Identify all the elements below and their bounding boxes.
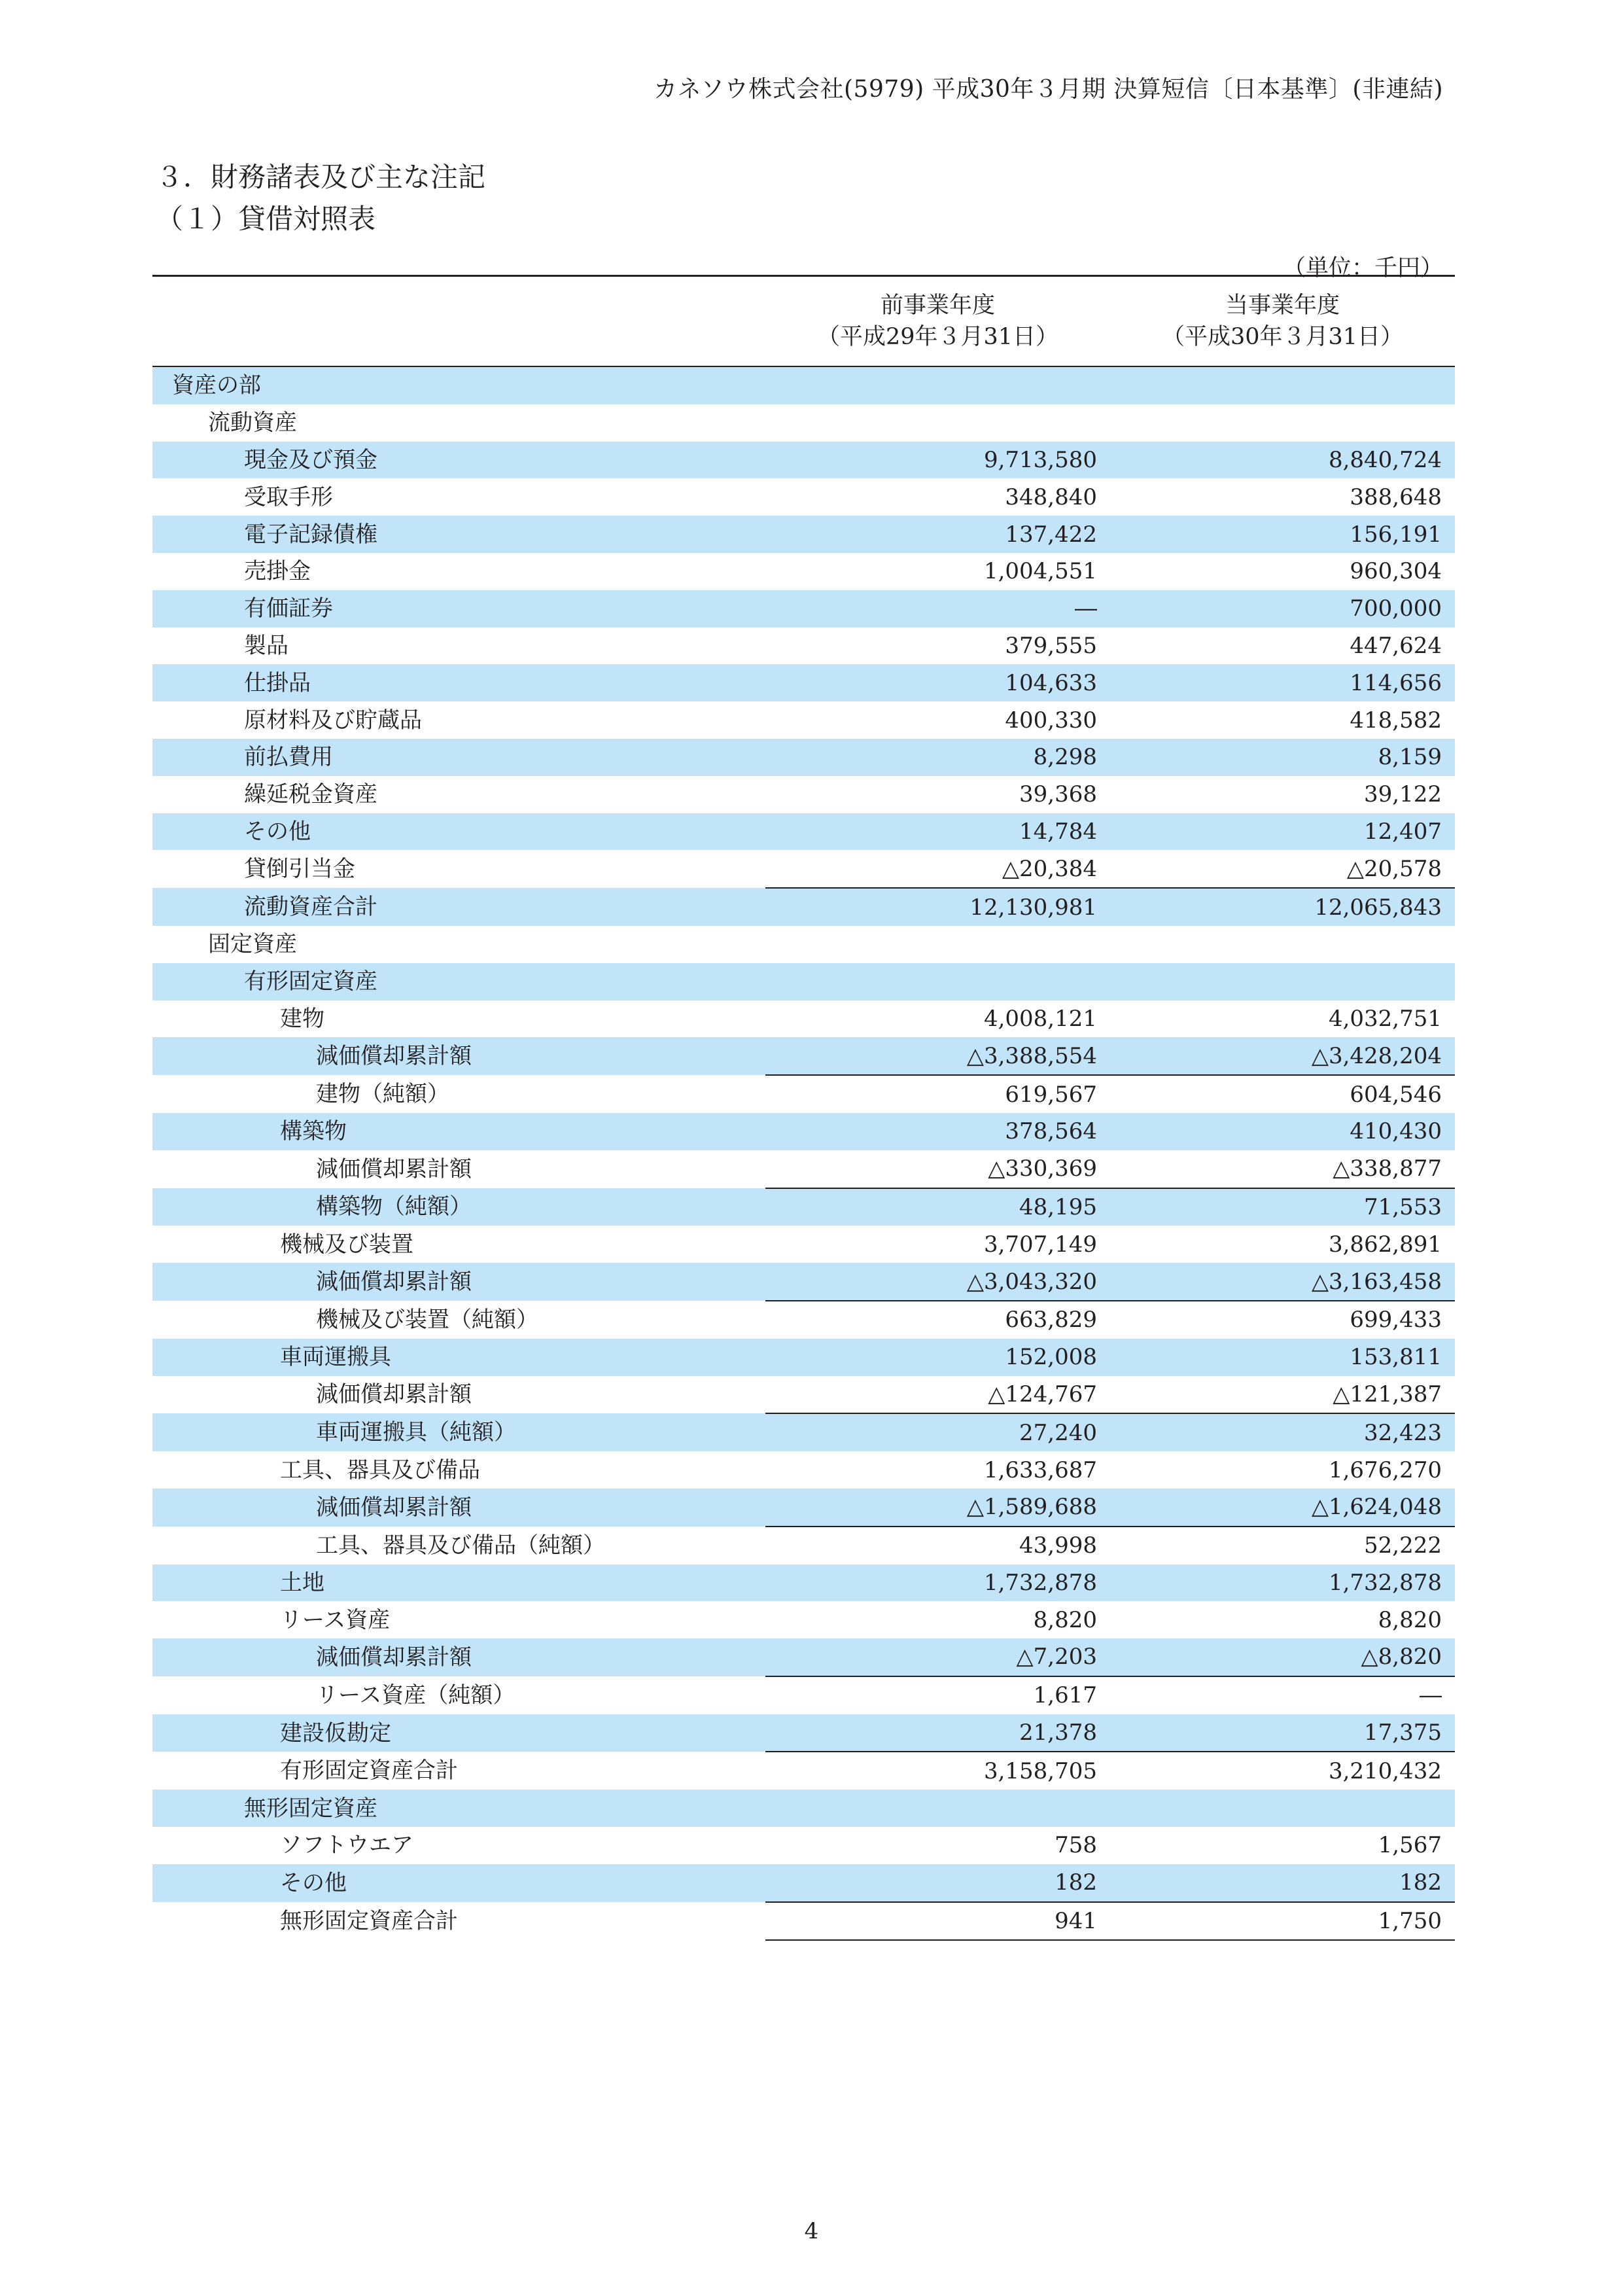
header-cur-date: （平成30年３月31日） <box>1161 324 1404 350</box>
row-prev-amount: 3,707,149 <box>765 1226 1110 1263</box>
row-label: 仕掛品 <box>152 664 765 701</box>
row-prev-amount: 8,820 <box>765 1601 1110 1638</box>
row-prev-amount <box>765 366 1110 404</box>
row-label: 流動資産合計 <box>152 888 765 926</box>
table-row <box>152 590 1455 627</box>
row-label: 機械及び装置 <box>152 1226 765 1263</box>
row-cur-amount: 8,840,724 <box>1110 442 1455 479</box>
row-prev-amount: 348,840 <box>765 478 1110 516</box>
table-row <box>152 516 1455 553</box>
row-cur-amount: △8,820 <box>1110 1638 1455 1676</box>
row-prev-amount: 8,298 <box>765 739 1110 776</box>
row-label: 減価償却累計額 <box>152 1150 765 1188</box>
row-prev-amount: 4,008,121 <box>765 1000 1110 1038</box>
row-prev-amount: 941 <box>765 1902 1110 1941</box>
row-cur-amount: 153,811 <box>1110 1339 1455 1376</box>
table-row <box>152 1339 1455 1376</box>
row-prev-amount: △124,767 <box>765 1376 1110 1414</box>
row-cur-amount: △3,428,204 <box>1110 1037 1455 1075</box>
row-cur-amount: 32,423 <box>1110 1413 1455 1451</box>
row-prev-amount <box>765 404 1110 442</box>
row-label: 流動資産 <box>152 404 765 442</box>
row-prev-amount: 378,564 <box>765 1113 1110 1150</box>
row-label: 減価償却累計額 <box>152 1638 765 1676</box>
table-row <box>152 1075 1455 1113</box>
row-prev-amount: △20,384 <box>765 850 1110 888</box>
row-cur-amount: 12,407 <box>1110 813 1455 851</box>
table-row <box>152 1037 1455 1075</box>
row-prev-amount: △7,203 <box>765 1638 1110 1676</box>
row-cur-amount: 1,567 <box>1110 1827 1455 1864</box>
table-row <box>152 776 1455 813</box>
row-label: 車両運搬具 <box>152 1339 765 1376</box>
table-row <box>152 1638 1455 1676</box>
row-prev-amount: 1,617 <box>765 1676 1110 1714</box>
row-cur-amount: 447,624 <box>1110 627 1455 665</box>
header-cur-title: 当事業年度 <box>1225 292 1340 319</box>
row-prev-amount: 39,368 <box>765 776 1110 813</box>
row-label: 車両運搬具（純額） <box>152 1413 765 1451</box>
row-cur-amount: 1,676,270 <box>1110 1451 1455 1489</box>
row-prev-amount: 182 <box>765 1864 1110 1902</box>
row-label: 構築物（純額） <box>152 1188 765 1226</box>
table-row <box>152 1714 1455 1752</box>
row-label: 資産の部 <box>152 366 765 404</box>
row-cur-amount: 1,732,878 <box>1110 1564 1455 1602</box>
row-prev-amount <box>765 1790 1110 1827</box>
row-cur-amount: 3,210,432 <box>1110 1752 1455 1790</box>
row-label: 固定資産 <box>152 926 765 963</box>
table-row <box>152 1113 1455 1150</box>
row-prev-amount: 758 <box>765 1827 1110 1864</box>
row-label: リース資産 <box>152 1601 765 1638</box>
row-label: その他 <box>152 813 765 851</box>
row-cur-amount <box>1110 963 1455 1000</box>
table-row <box>152 1000 1455 1038</box>
row-prev-amount <box>765 963 1110 1000</box>
row-cur-amount: 699,433 <box>1110 1301 1455 1339</box>
row-prev-amount: 137,422 <box>765 516 1110 553</box>
row-cur-amount: 4,032,751 <box>1110 1000 1455 1038</box>
row-cur-amount: 8,820 <box>1110 1601 1455 1638</box>
row-cur-amount: △338,877 <box>1110 1150 1455 1188</box>
row-cur-amount <box>1110 1790 1455 1827</box>
balance-sheet-body <box>152 366 1455 1940</box>
row-label: 受取手形 <box>152 478 765 516</box>
row-prev-amount: 14,784 <box>765 813 1110 851</box>
table-row <box>152 1451 1455 1489</box>
table-row <box>152 627 1455 665</box>
row-label: 前払費用 <box>152 739 765 776</box>
table-row <box>152 739 1455 776</box>
row-cur-amount: 418,582 <box>1110 701 1455 739</box>
row-label: 有価証券 <box>152 590 765 627</box>
row-cur-amount: 3,862,891 <box>1110 1226 1455 1263</box>
row-prev-amount: 1,004,551 <box>765 553 1110 590</box>
row-label: 減価償却累計額 <box>152 1489 765 1527</box>
page-number: 4 <box>804 2218 819 2244</box>
row-label: その他 <box>152 1864 765 1902</box>
row-prev-amount: 43,998 <box>765 1527 1110 1564</box>
row-cur-amount: 604,546 <box>1110 1075 1455 1113</box>
row-prev-amount: △3,043,320 <box>765 1263 1110 1301</box>
row-prev-amount: 48,195 <box>765 1188 1110 1226</box>
row-prev-amount: 152,008 <box>765 1339 1110 1376</box>
table-row <box>152 888 1455 926</box>
table-row <box>152 813 1455 851</box>
table-row <box>152 1376 1455 1414</box>
row-label: リース資産（純額） <box>152 1676 765 1714</box>
subsection-title: （１）貸借対照表 <box>156 203 376 235</box>
row-prev-amount: 9,713,580 <box>765 442 1110 479</box>
table-row <box>152 701 1455 739</box>
section-title: ３．財務諸表及び主な注記 <box>156 161 486 193</box>
table-row <box>152 366 1455 404</box>
row-prev-amount: △1,589,688 <box>765 1489 1110 1527</box>
row-cur-amount: 388,648 <box>1110 478 1455 516</box>
row-prev-amount: △3,388,554 <box>765 1037 1110 1075</box>
row-prev-amount: 400,330 <box>765 701 1110 739</box>
row-prev-amount: 3,158,705 <box>765 1752 1110 1790</box>
table-row <box>152 1489 1455 1527</box>
row-cur-amount: 410,430 <box>1110 1113 1455 1150</box>
row-cur-amount: 12,065,843 <box>1110 888 1455 926</box>
row-label: 工具、器具及び備品 <box>152 1451 765 1489</box>
table-row <box>152 1188 1455 1226</box>
row-cur-amount: 114,656 <box>1110 664 1455 701</box>
table-row <box>152 478 1455 516</box>
table-row <box>152 1301 1455 1339</box>
row-cur-amount: 1,750 <box>1110 1902 1455 1941</box>
unit-label: （単位：千円） <box>1282 255 1443 281</box>
row-cur-amount: 17,375 <box>1110 1714 1455 1752</box>
row-cur-amount: 156,191 <box>1110 516 1455 553</box>
row-cur-amount: 700,000 <box>1110 590 1455 627</box>
row-prev-amount <box>765 926 1110 963</box>
row-label: 工具、器具及び備品（純額） <box>152 1527 765 1564</box>
row-label: 建物 <box>152 1000 765 1038</box>
table-row <box>152 1150 1455 1188</box>
table-row <box>152 1263 1455 1301</box>
row-label: 減価償却累計額 <box>152 1376 765 1414</box>
row-prev-amount: 1,633,687 <box>765 1451 1110 1489</box>
row-label: 有形固定資産 <box>152 963 765 1000</box>
row-label: 原材料及び貯蔵品 <box>152 701 765 739</box>
row-cur-amount <box>1110 926 1455 963</box>
row-prev-amount: 379,555 <box>765 627 1110 665</box>
table-row <box>152 926 1455 963</box>
row-cur-amount <box>1110 366 1455 404</box>
row-label: 無形固定資産合計 <box>152 1902 765 1941</box>
row-cur-amount: 52,222 <box>1110 1527 1455 1564</box>
row-label: 土地 <box>152 1564 765 1602</box>
row-cur-amount: 960,304 <box>1110 553 1455 590</box>
header-prev-title: 前事業年度 <box>880 292 995 319</box>
row-cur-amount: △20,578 <box>1110 850 1455 888</box>
row-prev-amount: 27,240 <box>765 1413 1110 1451</box>
row-prev-amount: 619,567 <box>765 1075 1110 1113</box>
table-row <box>152 1413 1455 1451</box>
table-row <box>152 1790 1455 1827</box>
header-prev-date: （平成29年３月31日） <box>816 324 1059 350</box>
row-label: 製品 <box>152 627 765 665</box>
row-cur-amount: △3,163,458 <box>1110 1263 1455 1301</box>
table-header-row <box>152 276 1455 367</box>
row-label: 繰延税金資産 <box>152 776 765 813</box>
row-cur-amount: 71,553 <box>1110 1188 1455 1226</box>
row-prev-amount: 104,633 <box>765 664 1110 701</box>
row-label: 貸倒引当金 <box>152 850 765 888</box>
header-cur-period <box>1110 276 1455 367</box>
row-prev-amount: ― <box>765 590 1110 627</box>
table-row <box>152 850 1455 888</box>
header-prev-period <box>765 276 1110 367</box>
row-cur-amount: 39,122 <box>1110 776 1455 813</box>
balance-sheet-table <box>152 275 1455 1941</box>
table-row <box>152 664 1455 701</box>
row-prev-amount: 1,732,878 <box>765 1564 1110 1602</box>
row-prev-amount: 663,829 <box>765 1301 1110 1339</box>
row-cur-amount: △121,387 <box>1110 1376 1455 1414</box>
row-label: 現金及び預金 <box>152 442 765 479</box>
table-row <box>152 1564 1455 1602</box>
row-label: 減価償却累計額 <box>152 1037 765 1075</box>
table-row <box>152 553 1455 590</box>
row-prev-amount: 12,130,981 <box>765 888 1110 926</box>
row-label: 無形固定資産 <box>152 1790 765 1827</box>
row-label: 電子記録債権 <box>152 516 765 553</box>
table-row <box>152 1752 1455 1790</box>
row-label: 有形固定資産合計 <box>152 1752 765 1790</box>
row-cur-amount: 8,159 <box>1110 739 1455 776</box>
row-cur-amount: 182 <box>1110 1864 1455 1902</box>
table-row <box>152 1601 1455 1638</box>
row-label: 機械及び装置（純額） <box>152 1301 765 1339</box>
row-cur-amount: △1,624,048 <box>1110 1489 1455 1527</box>
table-row <box>152 404 1455 442</box>
table-row <box>152 963 1455 1000</box>
document-header: カネソウ株式会社(5979) 平成30年３月期 決算短信〔日本基準〕(非連結) <box>654 76 1443 103</box>
table-row <box>152 442 1455 479</box>
row-prev-amount: △330,369 <box>765 1150 1110 1188</box>
row-label: 減価償却累計額 <box>152 1263 765 1301</box>
table-row <box>152 1864 1455 1902</box>
row-label: 建設仮勘定 <box>152 1714 765 1752</box>
row-cur-amount: ― <box>1110 1676 1455 1714</box>
header-label-cell <box>152 276 765 367</box>
table-row <box>152 1902 1455 1941</box>
row-label: 構築物 <box>152 1113 765 1150</box>
row-label: 建物（純額） <box>152 1075 765 1113</box>
table-row <box>152 1226 1455 1263</box>
row-label: 売掛金 <box>152 553 765 590</box>
table-row <box>152 1676 1455 1714</box>
row-label: ソフトウエア <box>152 1827 765 1864</box>
table-row <box>152 1527 1455 1564</box>
table-row <box>152 1827 1455 1864</box>
row-cur-amount <box>1110 404 1455 442</box>
row-prev-amount: 21,378 <box>765 1714 1110 1752</box>
